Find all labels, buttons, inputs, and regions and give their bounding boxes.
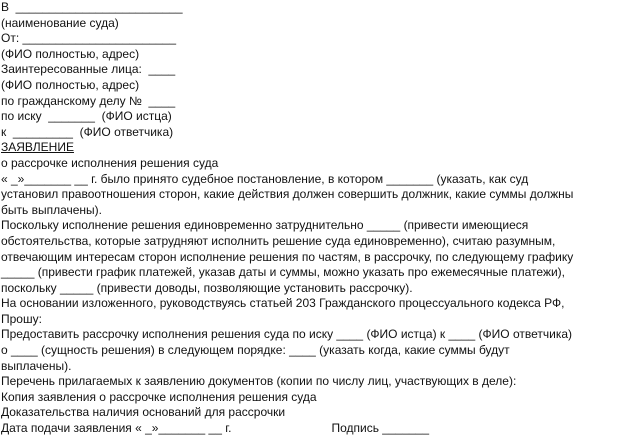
attachment-item: Доказательства наличия оснований для рассрочки [1, 405, 286, 420]
applicant-line: От: _______________________ [1, 31, 176, 46]
interested-parties-caption: (ФИО полностью, адрес) [1, 77, 140, 92]
request-heading: Прошу: [1, 311, 42, 326]
request-paragraph-line-1: Предоставить рассрочку исполнения решения суда по иску ____ (ФИО истца) к ____ (ФИО ответчика) [1, 327, 573, 342]
case-number-line: по гражданскому делу № ____ [1, 93, 176, 108]
interested-parties-line: Заинтересованные лица: ____ [1, 62, 176, 77]
date-signature-line: Дата подачи заявления « _»_______ __ г. Подпись _______ [1, 421, 430, 436]
document-subtitle: о рассрочке исполнения решения суда [1, 155, 219, 170]
body-paragraph-1-line-1: « _»_______ __ г. было принято судебное постановление, в котором _______ (указать, как суд [1, 171, 529, 186]
legal-basis-line: На основании изложенного, руководствуясь статьей 203 Гражданского процессуального кодекса РФ, [1, 296, 565, 311]
body-paragraph-2-line-1: Поскольку исполнение решения единовременно затруднительно _____ (привести имеющиеся [1, 218, 529, 233]
respondent-line: к _________ (ФИО ответчика) [1, 124, 174, 139]
body-paragraph-2-line-5: поскольку _____ (привести доводы, позволяющие установить рассрочку). [1, 280, 413, 295]
claimant-line: по иску _______ (ФИО истца) [1, 109, 172, 124]
court-addressee-line: В _________________________ [1, 0, 183, 14]
request-paragraph-line-3: выплачены). [1, 358, 72, 373]
document-title: ЗАЯВЛЕНИЕ [1, 140, 74, 155]
body-paragraph-2-line-3: отвечающим интересам сторон исполнение решения по частям, в рассрочку, по следующему графику [1, 249, 574, 264]
body-paragraph-1-line-2: установил правоотношения сторон, какие действия должен совершить должник, какие суммы должны [1, 187, 574, 202]
applicant-caption: (ФИО полностью, адрес) [1, 46, 140, 61]
body-paragraph-2-line-2: обстоятельства, которые затрудняют исполнить решение суда единовременно), считаю разумным, [1, 233, 556, 248]
court-name-caption: (наименование суда) [1, 15, 119, 30]
request-paragraph-line-2: о ____ (сущность решения) в следующем порядке: ____ (указать когда, какие суммы будут [1, 343, 510, 358]
body-paragraph-1-line-3: быть выплачены). [1, 202, 102, 217]
attachments-heading: Перечень прилагаемых к заявлению документов (копии по числу лиц, участвующих в деле): [1, 374, 517, 389]
attachment-item: Копия заявления о рассрочке исполнения решения суда [1, 389, 317, 404]
body-paragraph-2-line-4: _____ (привести график платежей, указав даты и суммы, можно указать про ежемесячные платежи), [1, 265, 566, 280]
